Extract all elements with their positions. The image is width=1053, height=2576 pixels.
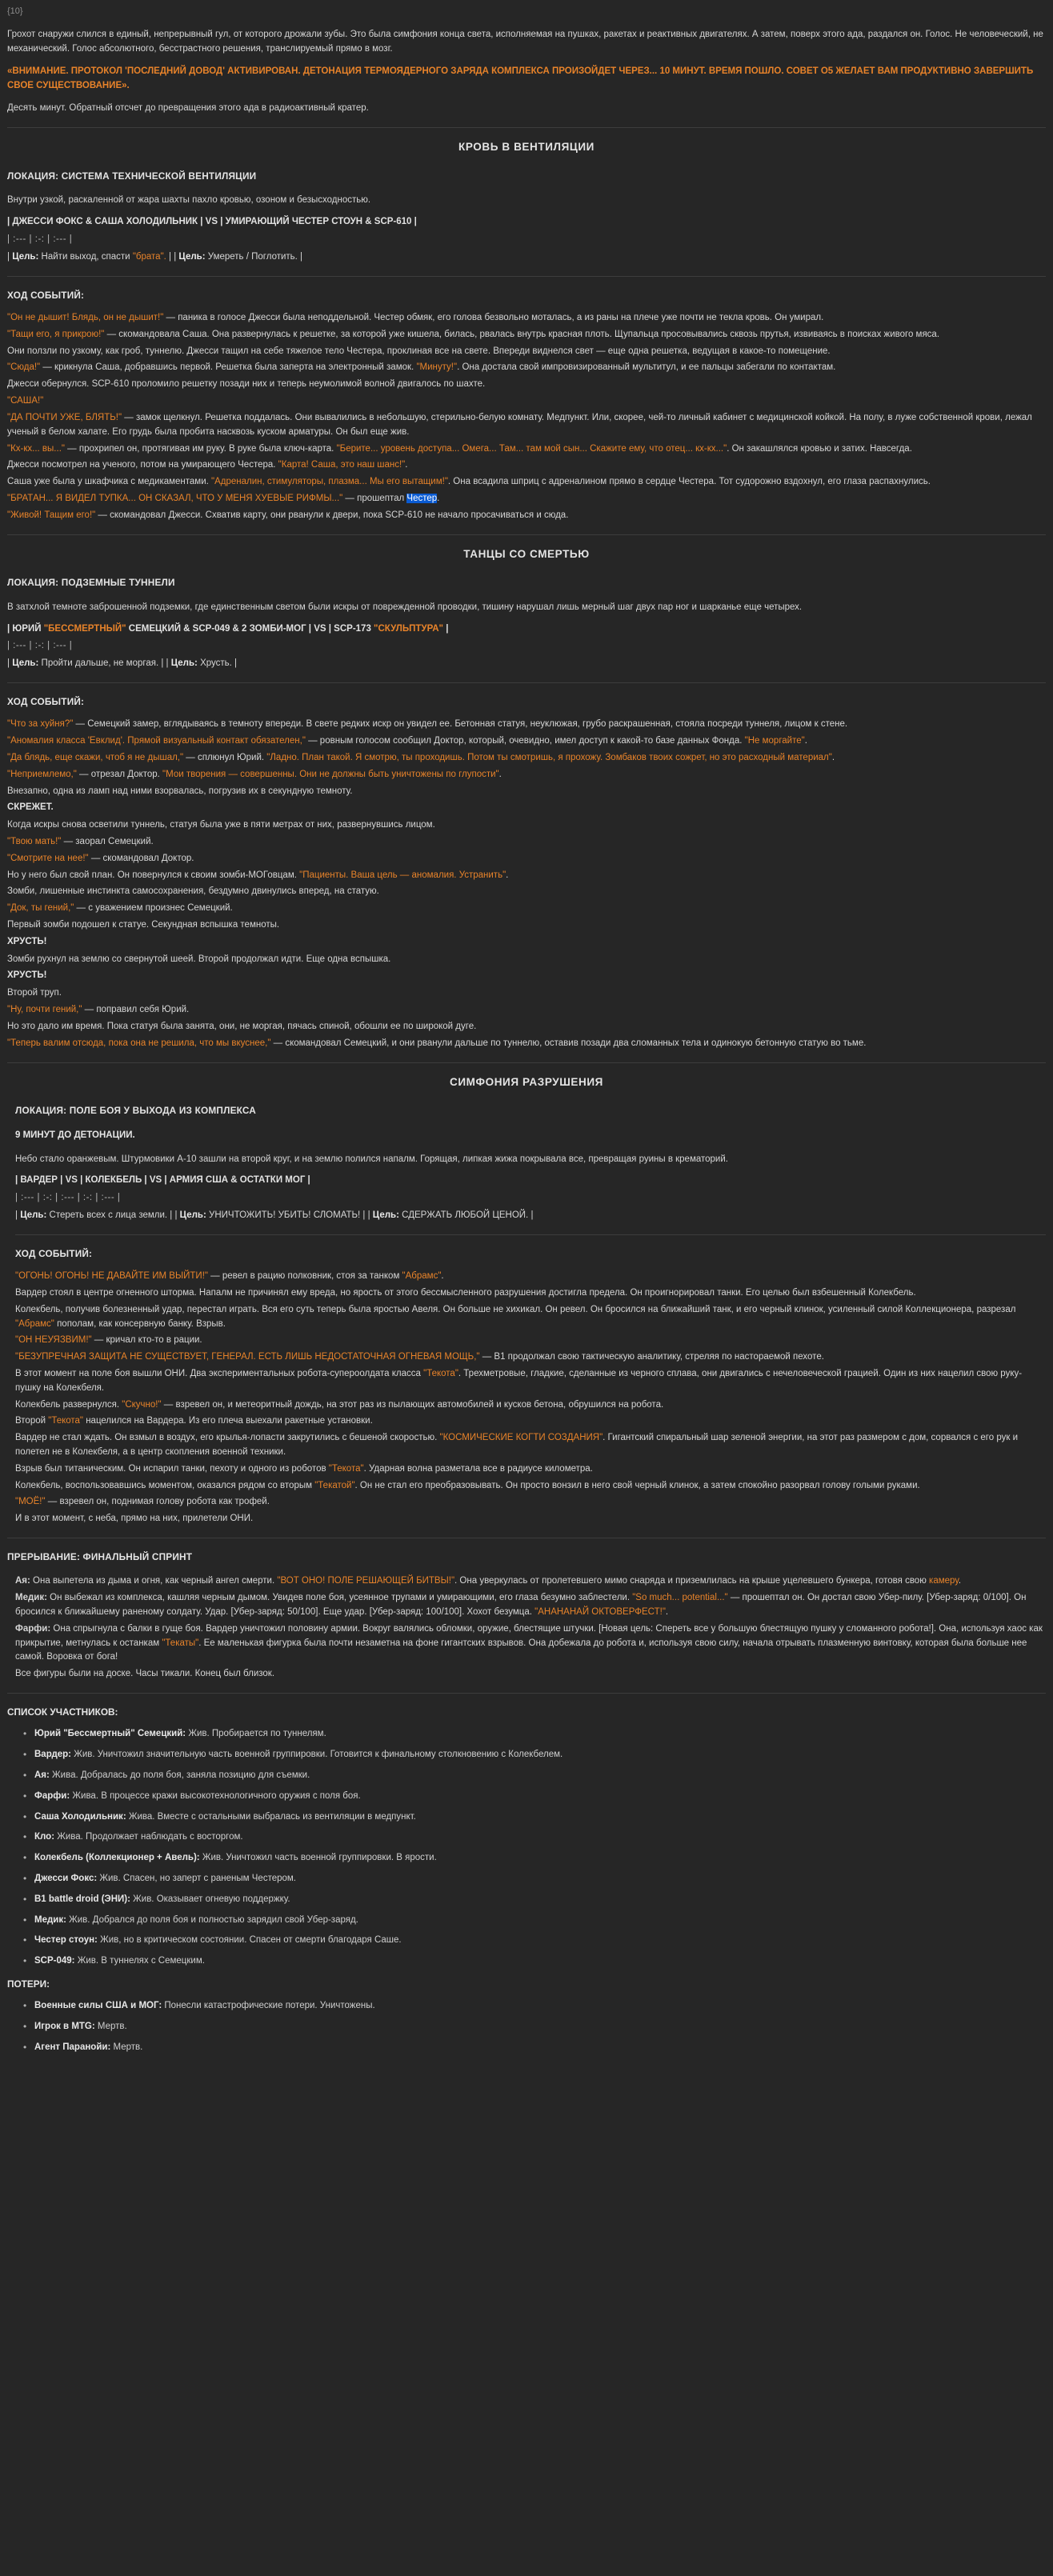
scene1-events-heading: ХОД СОБЫТИЙ: (7, 289, 85, 301)
event-line: "Тащи его, я прикрою!" — скомандовала Саша. Она развернулась к решетке, за которой уже кишела, билась, рвалась внутрь красная плоть. Щупальца просовывались сквозь прутья, извиваясь в поисках живого мяса. (7, 329, 940, 339)
scene4-lines (7, 1574, 1046, 1682)
event-line: Внезапно, одна из ламп над ними взорвалась, погрузив их в секундную темноту. (7, 786, 353, 796)
event-line: Второй "Текота" нацелился на Вардера. Из его плеча выехали ракетные установки. (15, 1416, 373, 1426)
scene1-location: ЛОКАЦИЯ: СИСТЕМА ТЕХНИЧЕСКОЙ ВЕНТИЛЯЦИИ (7, 170, 257, 182)
section-divider (7, 1062, 1046, 1063)
roster-heading: СПИСОК УЧАСТНИКОВ: (7, 1706, 118, 1718)
scene2-goal-left: Пройти дальше, не моргая. (41, 658, 159, 669)
scene3-title: СИМФОНИЯ РАЗРУШЕНИЯ (449, 1075, 603, 1088)
scene1-goal-right: Умереть / Поглотить. (207, 251, 298, 262)
scene1-vs-word: VS (205, 217, 218, 227)
list-item: • SCP-049: Жив. В туннелях с Семецким. (34, 1954, 1046, 1969)
goal-label: Цель: (372, 1210, 399, 1220)
scene2-matchup: | ЮРИЙ "БЕССМЕРТНЫЙ" СЕМЕЦКИЙ & SCP-049 & 2 ЗОМБИ-МОГ | VS | SCP-173 "СКУЛЬПТУРА" | (7, 623, 449, 634)
sound-effect-screech: СКРЕЖЕТ. (7, 802, 54, 813)
scene3-goal-a: Стереть всех с лица земли. (49, 1210, 168, 1220)
event-line: "САША!" (7, 396, 44, 406)
scene2-side-left-name: ЮРИЙ (12, 623, 44, 634)
scene1-side-right: УМИРАЮЩИЙ ЧЕСТЕР СТОУН & SCP-610 (225, 217, 412, 227)
scene2-setting: В затхлой темноте заброшенной подземки, где единственным светом были искры от поврежденной проводки, тишину нарушал лишь мерный шаг двух пар ног и шарканье еще четырех. (7, 602, 803, 612)
event-line: "ДА ПОЧТИ УЖЕ, БЛЯТЬ!" — замок щелкнул. Решетка поддалась. Они вывалились в небольшую, стерильно-белую комнату. Медпункт. Или, скорее, чей-то личный кабинет с медицинской койкой. На полу, в луже собственной крови, лежал ученый в белом халате. Его грудь была пробита насквозь куском арматуры. Он был еще жив. (7, 412, 1032, 437)
list-item: • Медик: Жив. Добрался до поля боя и полностью зарядил свой Убер-заряд. (34, 1914, 1046, 1928)
list-item: • Юрий "Бессмертный" Семецкий: Жив. Пробирается по туннелям. (34, 1727, 1046, 1742)
detonation-countdown: 9 МИНУТ ДО ДЕТОНАЦИИ. (15, 1130, 135, 1140)
list-item: • Честер стоун: Жив, но в критическом состоянии. Спасен от смерти благодаря Саше. (34, 1934, 1046, 1948)
event-line: "ОН НЕУЯЗВИМ!" — кричал кто-то в рации. (15, 1335, 202, 1346)
list-item: • Кло: Жива. Продолжает наблюдать с восторгом. (34, 1830, 1046, 1845)
list-item: • Саша Холодильник: Жива. Вместе с остальными выбралась из вентиляции в медпункт. (34, 1810, 1046, 1825)
section-divider (7, 682, 1046, 683)
event-line: "Смотрите на нее!" — скомандовал Доктор. (7, 853, 194, 863)
event-line: Зомби, лишенные инстинкта самосохранения, бездумно двинулись вперед, на статую. (7, 886, 379, 897)
scene2-title: ТАНЦЫ СО СМЕРТЬЮ (463, 547, 590, 560)
scene3-side-c: АРМИЯ США & ОСТАТКИ МОГ (169, 1175, 306, 1186)
losses-list (7, 1999, 1046, 2054)
scene2-location: ЛОКАЦИЯ: ПОДЗЕМНЫЕ ТУННЕЛИ (7, 577, 175, 589)
scene1-goals: | Цель: Найти выход, спасти "брата". | | Цель: Умереть / Поглотить. | (7, 251, 303, 262)
list-item: • Игрок в MTG: Мертв. (34, 2020, 1046, 2034)
event-line: Джесси обернулся. SCP-610 проломило решетку позади них и теперь неумолимой волной двигалось по шахте. (7, 379, 486, 390)
list-item: • Военные силы США и МОГ: Понесли катастрофические потери. Уничтожены. (34, 1999, 1046, 2014)
event-line: Зомби рухнул на землю со свернутой шеей. Второй продолжал идти. Еще одна вспышка. (7, 954, 391, 964)
event-line: Саша уже была у шкафчика с медикаментами. "Адреналин, стимуляторы, плазма... Мы его вытащим!". Она всадила шприц с адреналином прямо в сердце Честера. Тот судорожно вздохнул, его глаза распахнулись. (7, 477, 931, 487)
scene1-matchup: | ДЖЕССИ ФОКС & САША ХОЛОДИЛЬНИК | VS | УМИРАЮЩИЙ ЧЕСТЕР СТОУН & SCP-610 | (7, 217, 417, 227)
event-line: "Ну, почти гений," — поправил себя Юрий. (7, 1005, 190, 1015)
event-line: В этот момент на поле боя вышли ОНИ. Два экспериментальных робота-супероолдата класса "Текота". Трехметровые, гладкие, сделанные из черного сплава, они двигались с нечеловеческой грацией. Один из них нацелил свою руку-пушку на Колекбеля. (15, 1368, 1023, 1393)
section-divider (7, 276, 1046, 277)
scene2-side-right-nick: "СКУЛЬПТУРА" (374, 623, 444, 634)
scene1-side-left: ДЖЕССИ ФОКС & САША ХОЛОДИЛЬНИК (12, 217, 198, 227)
scene2-goal-right: Хрусть. (200, 658, 232, 669)
event-line: "Что за хуйня?" — Семецкий замер, вглядываясь в темноту впереди. В свете редких искр он увидел ее. Бетонная статуя, неуклюжая, грубо раскрашенная, стояла посреди туннеля, лицом к стене. (7, 719, 848, 730)
roster-list (7, 1727, 1046, 1969)
scene1-title: КРОВЬ В ВЕНТИЛЯЦИИ (458, 141, 595, 154)
event-line: "МОЁ!" — взревел он, поднимая голову робота как трофей. (15, 1497, 270, 1507)
goal-label: Цель: (12, 658, 39, 669)
scene1-table-dots: | :--- | :-: | :--- | (7, 234, 73, 245)
list-item: • Колекбель (Коллекционер + Авель): Жив. Уничтожил часть военной группировки. В ярости. (34, 1851, 1046, 1866)
event-line-medic: Медик: Он выбежал из комплекса, кашляя черным дымом. Увидев поле боя, усеянное трупами и умирающими, его глаза безумно заблестели. "So much... potential..." — прошептал он. Он достал свою Убер-пилу. [Убер-заряд: 0/100]. Он бросился к ближайшему раненому солдату. Удар. [Убер-заряд: 50/100]. Еще удар. [Убер-заряд: 100/100]. Хохот безумца. "АНАНАНАЙ ОКТОВЕРФЕСТ!". (15, 1593, 1027, 1617)
sound-effect-crunch: ХРУСТЬ! (7, 936, 47, 946)
event-line: "Док, ты гений," — с уважением произнес Семецкий. (7, 903, 233, 914)
intro-paragraph: Грохот снаружи слился в единый, непрерывный гул, от которого дрожали зубы. Это была симфония конца света, исполняемая на пушках, ракетах и реактивных двигателях. А затем, поверх этого ада, раздался он. Голос. Не человеческий, не механический. Голос абсолютного, бесстрастного решения, транслируемый прямо в мозг. (7, 30, 1043, 54)
event-line: "Живой! Тащим его!" — скомандовал Джесси. Схватив карту, они рванули к двери, пока SCP-610 не начало просачиваться и сюда. (7, 510, 569, 520)
list-item: • Фарфи: Жива. В процессе кражи высокотехнологичного оружия с поля боя. (34, 1790, 1046, 1804)
list-item: • Агент Паранойи: Мертв. (34, 2041, 1046, 2055)
scene2-vs-word: VS (314, 623, 326, 634)
scene3-side-b: КОЛЕКБЕЛЬ (85, 1175, 142, 1186)
o5-warning-broadcast: «ВНИМАНИЕ. ПРОТОКОЛ 'ПОСЛЕДНИЙ ДОВОД' АКТИВИРОВАН. ДЕТОНАЦИЯ ТЕРМОЯДЕРНОГО ЗАРЯДА КОМПЛЕКСА ПРОИЗОЙДЕТ ЧЕРЕЗ... 10 МИНУТ. ВРЕМЯ ПОШЛО. СОВЕТ О5 ЖЕЛАЕТ ВАМ ПРОДУКТИВНО ЗАВЕРШИТЬ СВОЕ СУЩЕСТВОВАНИЕ». (7, 66, 1034, 91)
event-line: Вардер стоял в центре огненного шторма. Напалм не причинял ему вреда, но ярость от этого бессмысленного разрушения достигла предела. Он проигнорировал танки. Его целью был взбешенный Колекбель. (15, 1287, 916, 1298)
event-line: Но у него был свой план. Он повернулся к своим зомби-МОГовцам. "Пациенты. Ваша цель — аномалия. Устранить". (7, 870, 509, 880)
goal-label: Цель: (12, 251, 39, 262)
scene3-goal-b: УНИЧТОЖИТЬ! УБИТЬ! СЛОМАТЬ! (209, 1210, 361, 1220)
goal-label: Цель: (20, 1210, 47, 1220)
scene1-goal-left-quote: "брата". (132, 251, 166, 262)
losses-heading: ПОТЕРИ: (7, 1978, 50, 1990)
scene2-table-dots: | :--- | :-: | :--- | (7, 641, 73, 651)
counter-label: {10} (7, 6, 23, 16)
scene2-side-left-nick: "БЕССМЕРТНЫЙ" (43, 623, 126, 634)
scene4-closing: Все фигуры были на доске. Часы тикали. Конец был близок. (15, 1669, 275, 1679)
scene1-event-lines (7, 311, 1046, 523)
event-line: Колекбель, воспользовавшись моментом, оказался рядом со вторым "Текатой". Он не стал его преобразовывать. Он просто вонзил в него свой черный клинок, а затем спокойно разорвал голову голыми руками. (15, 1480, 920, 1490)
event-line: Но это дало им время. Пока статуя была занята, они, не моргая, пячась спиной, обошли ее по широкой дуге. (7, 1021, 477, 1031)
scene3-goal-c: СДЕРЖАТЬ ЛЮБОЙ ЦЕНОЙ. (402, 1210, 529, 1220)
scene3-side-a: ВАРДЕР (20, 1175, 58, 1186)
scene3-location: ЛОКАЦИЯ: ПОЛЕ БОЯ У ВЫХОДА ИЗ КОМПЛЕКСА (15, 1105, 257, 1117)
scene3-vs-word-1: VS (65, 1175, 78, 1186)
sound-effect-crunch: ХРУСТЬ! (7, 970, 47, 981)
intro-after-warning: Десять минут. Обратный отсчет до превращения этого ада в радиоактивный кратер. (7, 103, 369, 114)
event-line: Первый зомби подошел к статуе. Секундная вспышка темноты. (7, 920, 280, 930)
scene1-goal-left: Найти выход, спасти (41, 251, 130, 262)
section-divider (7, 127, 1046, 128)
camera-link[interactable]: камеру (929, 1576, 959, 1586)
event-line: "Теперь валим отсюда, пока она не решила, что мы вкуснее," — скомандовал Семецкий, и они рванули дальше по туннелю, оставив позади два сломанных тела и одинокую бетонную статую во тьме. (7, 1038, 867, 1048)
section-divider (15, 1234, 1046, 1235)
goal-label: Цель: (179, 1210, 206, 1220)
text-selection-highlight[interactable]: Честер (406, 493, 438, 503)
scene3-matchup: | ВАРДЕР | VS | КОЛЕКБЕЛЬ | VS | АРМИЯ США & ОСТАТКИ МОГ | (15, 1175, 310, 1186)
event-line: Вардер не стал ждать. Он взмыл в воздух, его крылья-лопасти закрутились с бешеной скоростью. "КОСМИЧЕСКИЕ КОГТИ СОЗДАНИЯ". Гигантский спиральный шар зеленой энергии, на этот раз размером с дом, сорвался с его рук и полетел не в Колекбеля, а в центр скопления военной техники. (15, 1433, 1019, 1458)
event-line: Джесси посмотрел на ученого, потом на умирающего Честера. "Карта! Саша, это наш шанс!". (7, 460, 408, 470)
event-line: "Твою мать!" — заорал Семецкий. (7, 836, 154, 846)
event-line: Колекбель, получив болезненный удар, перестал играть. Вся его суть теперь была яростью Авеля. Он больше не хихикал. Он ревел. Он бросился на ближайший танк, и его черный клинок, усиленный силой Коллекционера, разрезал "Абрамс" пополам, как консервную банку. Взрыв. (15, 1304, 1016, 1329)
event-line: Взрыв был титаническим. Он испарил танки, пехоту и одного из роботов "Текота". Ударная волна разметала все в радиусе километра. (15, 1463, 593, 1474)
scene3-vs-word-2: VS (149, 1175, 162, 1186)
section-divider (7, 1693, 1046, 1694)
event-line: "Неприемлемо," — отрезал Доктор. "Мои творения — совершенны. Они не должны быть уничтожены по глупости". (7, 769, 502, 779)
event-line: "Аномалия класса 'Евклид'. Прямой визуальный контакт обязателен," — ровным голосом сообщил Доктор, который, очевидно, имел доступ к какой-то базе данных Фонда. "Не моргайте". (7, 736, 807, 746)
event-line: Колекбель развернулся. "Скучно!" — взревел он, и метеоритный дождь, на этот раз из пылающих автомобилей и кусков бетона, обрушился на робота. (15, 1399, 664, 1410)
scene2-events-heading: ХОД СОБЫТИЙ: (7, 696, 85, 708)
event-line: "ОГОНЬ! ОГОНЬ! НЕ ДАВАЙТЕ ИМ ВЫЙТИ!" — ревел в рацию полковник, стоя за танком "Абрамс". (15, 1271, 444, 1282)
scene2-event-lines (7, 718, 1046, 1050)
goal-label: Цель: (170, 658, 198, 669)
scene4-title: ПРЕРЫВАНИЕ: ФИНАЛЬНЫЙ СПРИНТ (7, 1551, 193, 1563)
scene2-goals: | Цель: Пройти дальше, не моргая. | | Цель: Хрусть. | (7, 658, 238, 669)
goal-label: Цель: (178, 251, 206, 262)
event-line: Второй труп. (7, 988, 62, 998)
scene3-table-dots: | :--- | :-: | :--- | :-: | :--- | (15, 1193, 121, 1203)
event-line-farfi: Фарфи: Она спрыгнула с балки в гуще боя. Вардер уничтожил половину армии. Вокруг валялись обломки, оружие, блестящие штучки. [Новая цель: Спереть все у большую блестящую пушку у сломанного робота!]. Она, используя хаос как прикрытие, метнулась к останкам "Текаты". Ее маленькая фигурка была почти незаметна на фоне гигантских взрывов. Она добежала до робота и, используя свою силу, начала отрывать плазменную винтовку, которая была больше нее самой. Воровка от бога! (15, 1623, 1043, 1662)
scene2-side-left-rest: СЕМЕЦКИЙ & SCP-049 & 2 ЗОМБИ-МОГ (126, 623, 306, 634)
scene3-setting: Небо стало оранжевым. Штурмовики А-10 зашли на второй круг, и на землю полился напалм. Горящая, липкая жижа покрывала все, превращая руины в крематорий. (15, 1154, 728, 1164)
scene3-events-heading: ХОД СОБЫТИЙ: (15, 1247, 93, 1259)
list-item: • B1 battle droid (ЭНИ): Жив. Оказывает огневую поддержку. (34, 1893, 1046, 1907)
event-line: Когда искры снова осветили туннель, статуя была уже в пяти метрах от них, развернувшись лицом. (7, 820, 435, 830)
event-line: "Кх-кх... вы..." — прохрипел он, протягивая им руку. В руке была ключ-карта. "Берите... уровень доступа... Омега... Там... там мой сын... Скажите ему, что отец... кх-кх...". Он закашлялся кровью и затих. Навсегда. (7, 443, 912, 454)
scene3-event-lines (15, 1270, 1046, 1526)
event-line: "БЕЗУПРЕЧНАЯ ЗАЩИТА НЕ СУЩЕСТВУЕТ, ГЕНЕРАЛ. ЕСТЬ ЛИШЬ НЕДОСТАТОЧНАЯ ОГНЕВАЯ МОЩЬ," — В1 продолжал свою тактическую аналитику, стреляя по настораемой пехоте. (15, 1352, 824, 1362)
event-line: И в этот момент, с неба, прямо на них, прилетели ОНИ. (15, 1514, 254, 1524)
event-line: "Сюда!" — крикнула Саша, добравшись первой. Решетка была заперта на электронный замок. "Минуту!". Она достала свой импровизированный мультитул, и ее пальцы забегали по контактам. (7, 362, 836, 373)
list-item: • Джесси Фокс: Жив. Спасен, но заперт с раненым Честером. (34, 1872, 1046, 1886)
list-item: • Вардер: Жив. Уничтожил значительную часть военной группировки. Готовится к финальному столкновению с Колекбелем. (34, 1748, 1046, 1762)
scene2-side-right-name: SCP-173 (334, 623, 374, 634)
list-item: • Ая: Жива. Добралась до поля боя, заняла позицию для съемки. (34, 1769, 1046, 1783)
event-line-selected: "БРАТАН... Я ВИДЕЛ ТУПКА... ОН СКАЗАЛ, ЧТО У МЕНЯ ХУЕВЫЕ РИФМЫ..." — прошептал Честер. (7, 493, 440, 503)
event-line-aya: Ая: Она выпетела из дыма и огня, как черный ангел смерти. "ВОТ ОНО! ПОЛЕ РЕШАЮЩЕЙ БИТВЫ!". Она уверкулась от пролетевшего мимо снаряда и приземлилась на крыше уцелевшего бункера, готовя свою камеру. (15, 1576, 962, 1586)
event-line: "Он не дышит! Блядь, он не дышит!" — паника в голосе Джесси была неподдельной. Честер обмяк, его голова безвольно моталась, а из раны на плече уже почти не текла кровь. Он умирал. (7, 313, 824, 322)
event-line: "Да блядь, еще скажи, чтоб я не дышал," — сплюнул Юрий. "Ладно. План такой. Я смотрю, ты проходишь. Потом ты смотришь, я прохожу. Зомбаков твоих сожрет, но это расходный материал". (7, 752, 835, 762)
event-line: Они ползли по узкому, как гроб, туннелю. Джесси тащил на себе тяжелое тело Честера, проклиная все на свете. Впереди виднелся свет — еще одна решетка, ведущая в какое-то помещение. (7, 346, 831, 356)
section-divider (7, 534, 1046, 535)
scene1-setting: Внутри узкой, раскаленной от жара шахты пахло кровью, озоном и безысходностью. (7, 195, 371, 206)
scene3-goals: | Цель: Стереть всех с лица земли. | | Цель: УНИЧТОЖИТЬ! УБИТЬ! СЛОМАТЬ! | | Цель: СДЕРЖАТЬ ЛЮБОЙ ЦЕНОЙ. | (15, 1210, 534, 1220)
